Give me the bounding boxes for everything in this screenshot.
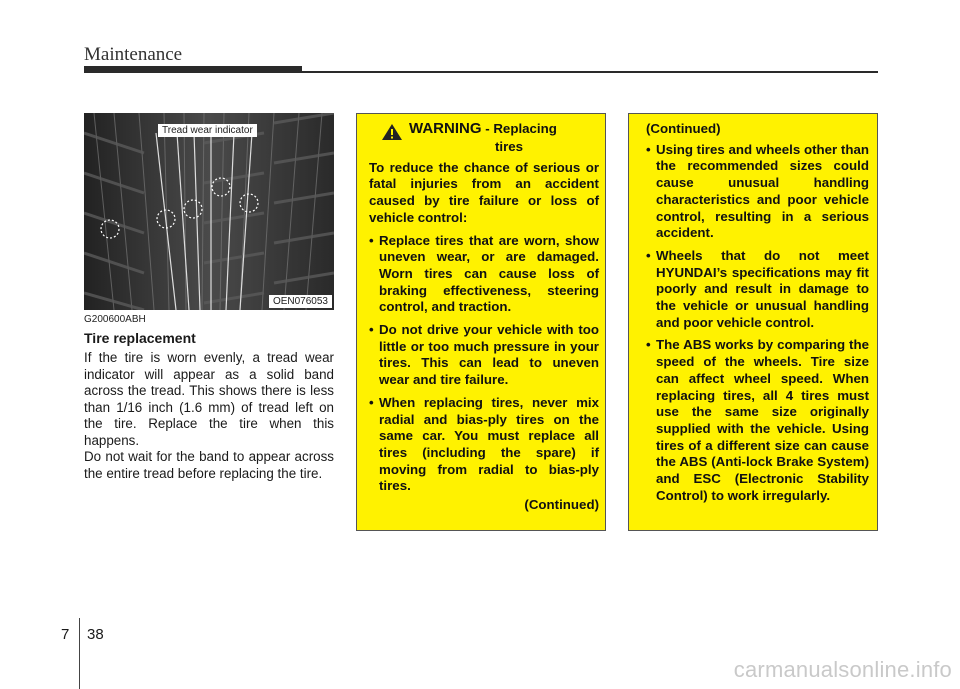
warning-cont-bullet-text: The ABS works by comparing the speed of the wheels. Tire size can affect wheel speed. When replacing tires, all 4 tires must use the same size originally supplied with the vehicle. Using tires of a different size can cause the ABS (Anti-lock Brake System) and ESC (Electronic Stability Control) to work irregularly. [656, 337, 869, 503]
warning-subject-line-1: - Replacing [485, 121, 557, 136]
warning-bullet: • When replacing tires, never mix radial and bias-ply tires on the same car. You must replace all tires (including the spare) if moving from radial to bias-ply tires. [369, 394, 599, 494]
warning-bullet-text: Replace tires that are worn, show uneven wear, or are damaged. Worn tires can cause loss of braking effectiveness, steering control, and traction. [379, 232, 599, 315]
continued-marker-end: (Continued) [524, 497, 599, 513]
warning-cont-bullet: • The ABS works by comparing the speed of the wheels. Tire size can affect wheel speed. When replacing tires, all 4 tires must use the same size originally supplied with the vehicle. Using tires of a different size can cause the ABS (Anti-lock Brake System) and ESC (Electronic Stability Control) to work irregularly. [646, 337, 869, 503]
watermark: carmanualsonline.info [733, 657, 952, 682]
warning-cont-bullet-text: Wheels that do not meet HYUNDAI’s specifications may fit poorly and result in damage to the vehicle or unusual handling and poor vehicle control. [656, 247, 869, 330]
section-title: Tire replacement [84, 330, 196, 346]
header-rule-thin [84, 71, 878, 73]
warning-bullet: • Replace tires that are worn, show uneven wear, or are damaged. Worn tires can cause loss of braking effectiveness, steering control, and traction. [369, 232, 599, 315]
warning-triangle-icon [381, 123, 403, 141]
warning-bullet: • Do not drive your vehicle with too little or too much pressure in your tires. This can lead to uneven wear and tire failure. [369, 322, 599, 388]
warning-bullet-text: When replacing tires, never mix radial and bias-ply tires on the same car. You must replace all tires (including the spare) if moving from radial to bias-ply tires. [379, 394, 599, 494]
section-code: G200600ABH [84, 314, 146, 325]
body-paragraph-2: Do not wait for the band to appear across the entire tread before replacing the tire. [84, 449, 334, 481]
section-number: 7 [61, 626, 70, 643]
warning-cont-bullet-text: Using tires and wheels other than the recommended sizes could cause unusual handling characteristics and poor vehicle control, resulting in a serious accident. [656, 141, 869, 241]
figure-code: OEN076053 [269, 295, 332, 308]
body-paragraph-1: If the tire is worn evenly, a tread wear indicator will appear as a solid band across the tread. This shows there is less than 1/16 inch (1.6 mm) of tread left on the tire. Replace the tire when this happens. [84, 350, 334, 448]
warning-continued-box [628, 113, 878, 531]
tire-tread-illustration [84, 113, 334, 310]
warning-subject-line-2: tires [494, 139, 524, 154]
warning-header [369, 121, 599, 141]
warning-bullet-list [369, 233, 599, 496]
warning-word: WARNING [409, 120, 482, 137]
warning-bullet-text: Do not drive your vehicle with too little or too much pressure in your tires. This can lead to uneven wear and tire failure. [379, 322, 599, 388]
warning-cont-bullet: • Wheels that do not meet HYUNDAI’s specifications may fit poorly and result in damage to the vehicle or unusual handling and poor vehicle control. [646, 247, 869, 330]
page-number: 38 [87, 626, 104, 643]
warning-cont-bullet: • Using tires and wheels other than the recommended sizes could cause unusual handling characteristics and poor vehicle control, resulting in a serious accident. [646, 141, 869, 241]
warning-cont-bullet-list [646, 142, 869, 505]
page-number-divider [79, 618, 80, 689]
warning-box [356, 113, 606, 531]
page-header-title: Maintenance [84, 44, 183, 65]
warning-intro: To reduce the chance of serious or fatal injuries from an accident caused by tire failure or loss of vehicle control: [369, 159, 599, 225]
tread-wear-indicator-label: Tread wear indicator [158, 124, 257, 137]
tire-tread-drawing [84, 113, 334, 310]
continued-marker-start: (Continued) [646, 121, 721, 136]
